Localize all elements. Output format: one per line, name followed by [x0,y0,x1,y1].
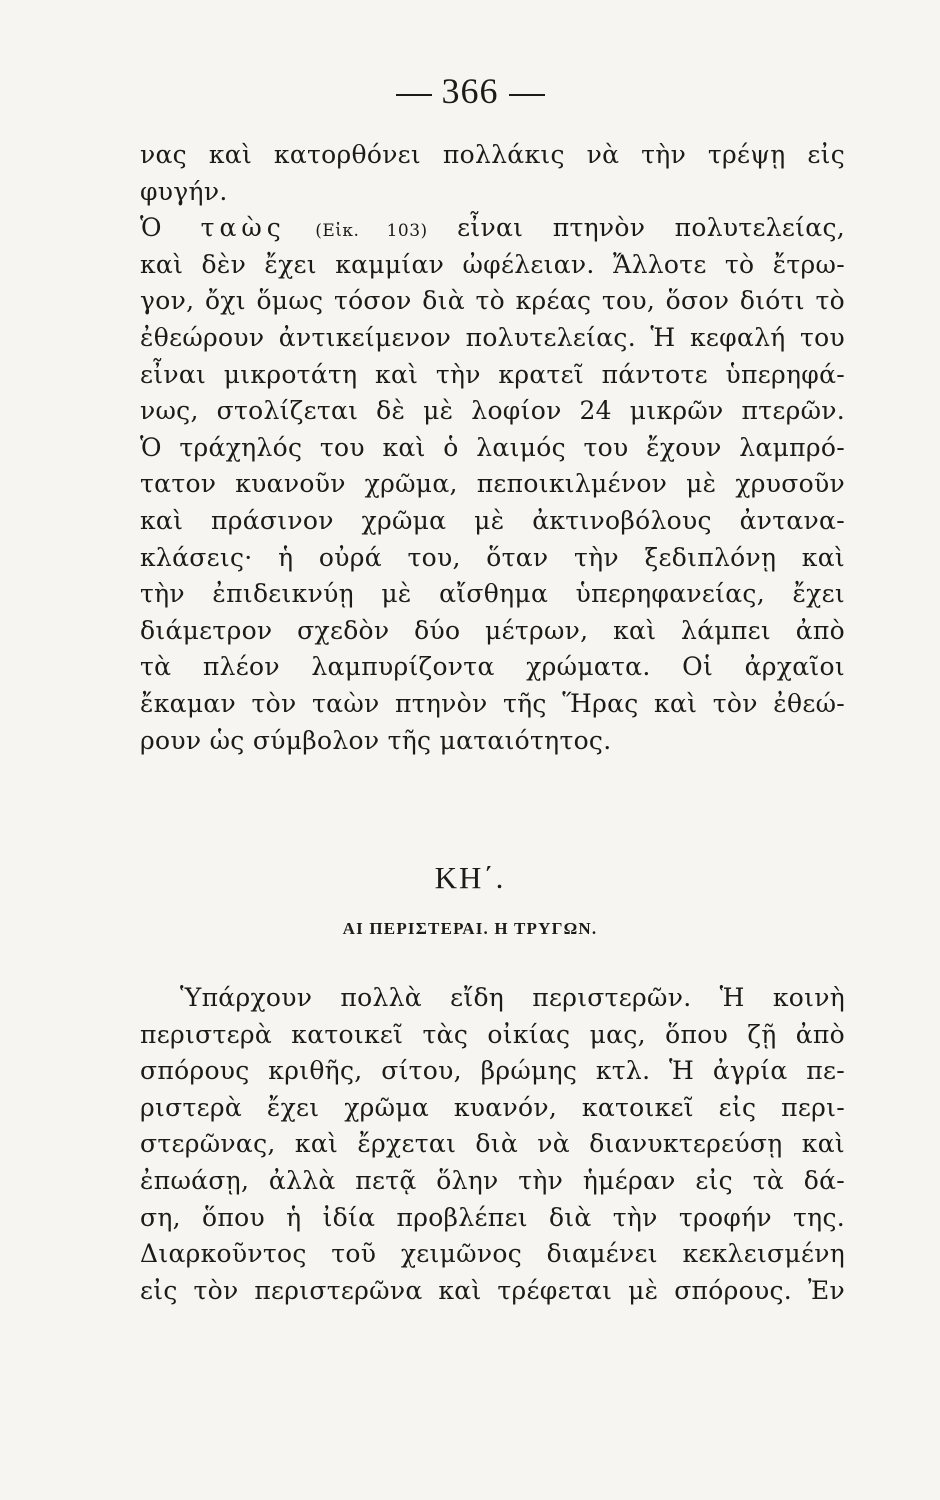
header-dash-left [396,94,432,96]
text-line: εἶναι μικροτάτη καὶ τὴν κρατεῖ πάντοτε ὑπερηφά- [140,359,845,389]
section-pigeons-text [140,980,845,1309]
text-line: καὶ πράσινον χρῶμα μὲ ἀκτινοβόλους ἀντανα- [140,505,845,535]
text-line: Διαρκοῦντος τοῦ χειμῶνος διαμένει κεκλεισμένη [140,1239,845,1269]
text-line: νως, στολίζεται δὲ μὲ λοφίον 24 μικρῶν πτερῶν. [140,396,845,426]
text-line [140,210,845,247]
chapter-title: ΑΙ ΠΕΡΙΣΤΕΡΑΙ. Η ΤΡΥΓΩΝ. [342,919,598,938]
text-line: ριστερὰ ἔχει χρῶμα κυανόν, κατοικεῖ εἰς περι- [140,1092,845,1122]
text-line: ση, ὅπου ἡ ἰδία προβλέπει διὰ τὴν τροφήν της. [140,1202,845,1232]
text-line: εἰς τὸν περιστερῶνα καὶ τρέφεται μὲ σπόρους. Ἐν [140,1275,845,1305]
text-line: φυγήν. [140,176,228,206]
text-line: ἔκαμαν τὸν ταὼν πτηνὸν τῆς Ἥρας καὶ τὸν ἐθεώ- [140,688,845,718]
text-line: στερῶνας, καὶ ἔρχεται διὰ νὰ διανυκτερεύσῃ καὶ [140,1129,845,1159]
section-peacock-text [140,137,845,759]
text-line: περιστερὰ κατοικεῖ τὰς οἰκίας μας, ὅπου ζῇ ἀπὸ [140,1019,845,1049]
page-header [0,70,940,112]
text-line: Ὁ τράχηλός του καὶ ὁ λαιμός του ἔχουν λαμπρό- [140,432,845,462]
text-line: τὰ πλέον λαμπυρίζοντα χρώματα. Οἱ ἀρχαῖοι [140,652,845,682]
header-dash-right [509,94,545,96]
text-line: κλάσεις· ἡ οὐρά του, ὅταν τὴν ξεδιπλόνῃ καὶ [140,542,845,572]
text-line: ἐθεώρουν ἀντικείμενον πολυτελείας. Ἡ κεφαλή του [140,322,845,352]
text-line: γον, ὄχι ὅμως τόσον διὰ τὸ κρέας του, ὅσον διότι τὸ [140,286,845,316]
text-line: διάμετρον σχεδὸν δύο μέτρων, καὶ λάμπει ἀπὸ [140,615,845,645]
text-fragment: εἶναι πτηνὸν πολυτελείας, [457,213,846,243]
figure-reference: (Εἰκ. 103) [315,221,428,242]
text-line: τατον κυανοῦν χρῶμα, πεποικιλμένον μὲ χρυσοῦν [140,469,845,499]
text-line: ρουν ὡς σύμβολον τῆς ματαιότητος. [140,725,612,755]
text-line: νας καὶ κατορθόνει πολλάκις νὰ τὴν τρέψῃ εἰς [140,140,845,169]
peacock-heading: Ὁ ταὼς [140,213,286,243]
text-line: σπόρους κριθῆς, σίτου, βρώμης κτλ. Ἡ ἀγρία πε- [140,1056,845,1086]
text-line: καὶ δὲν ἔχει καμμίαν ὠφέλειαν. Ἄλλοτε τὸ ἔτρω- [140,249,845,279]
text-line: ἐπωάσῃ, ἀλλὰ πετᾷ ὅλην τὴν ἡμέραν εἰς τὰ δά- [140,1165,845,1195]
chapter-number: ΚΗ΄. [434,860,506,895]
page-number: 366 [441,71,499,111]
text-line: Ὑπάρχουν πολλὰ εἴδη περιστερῶν. Ἡ κοινὴ [180,983,845,1012]
text-line: τὴν ἐπιδεικνύῃ μὲ αἴσθημα ὑπερηφανείας, ἔχει [140,579,845,609]
